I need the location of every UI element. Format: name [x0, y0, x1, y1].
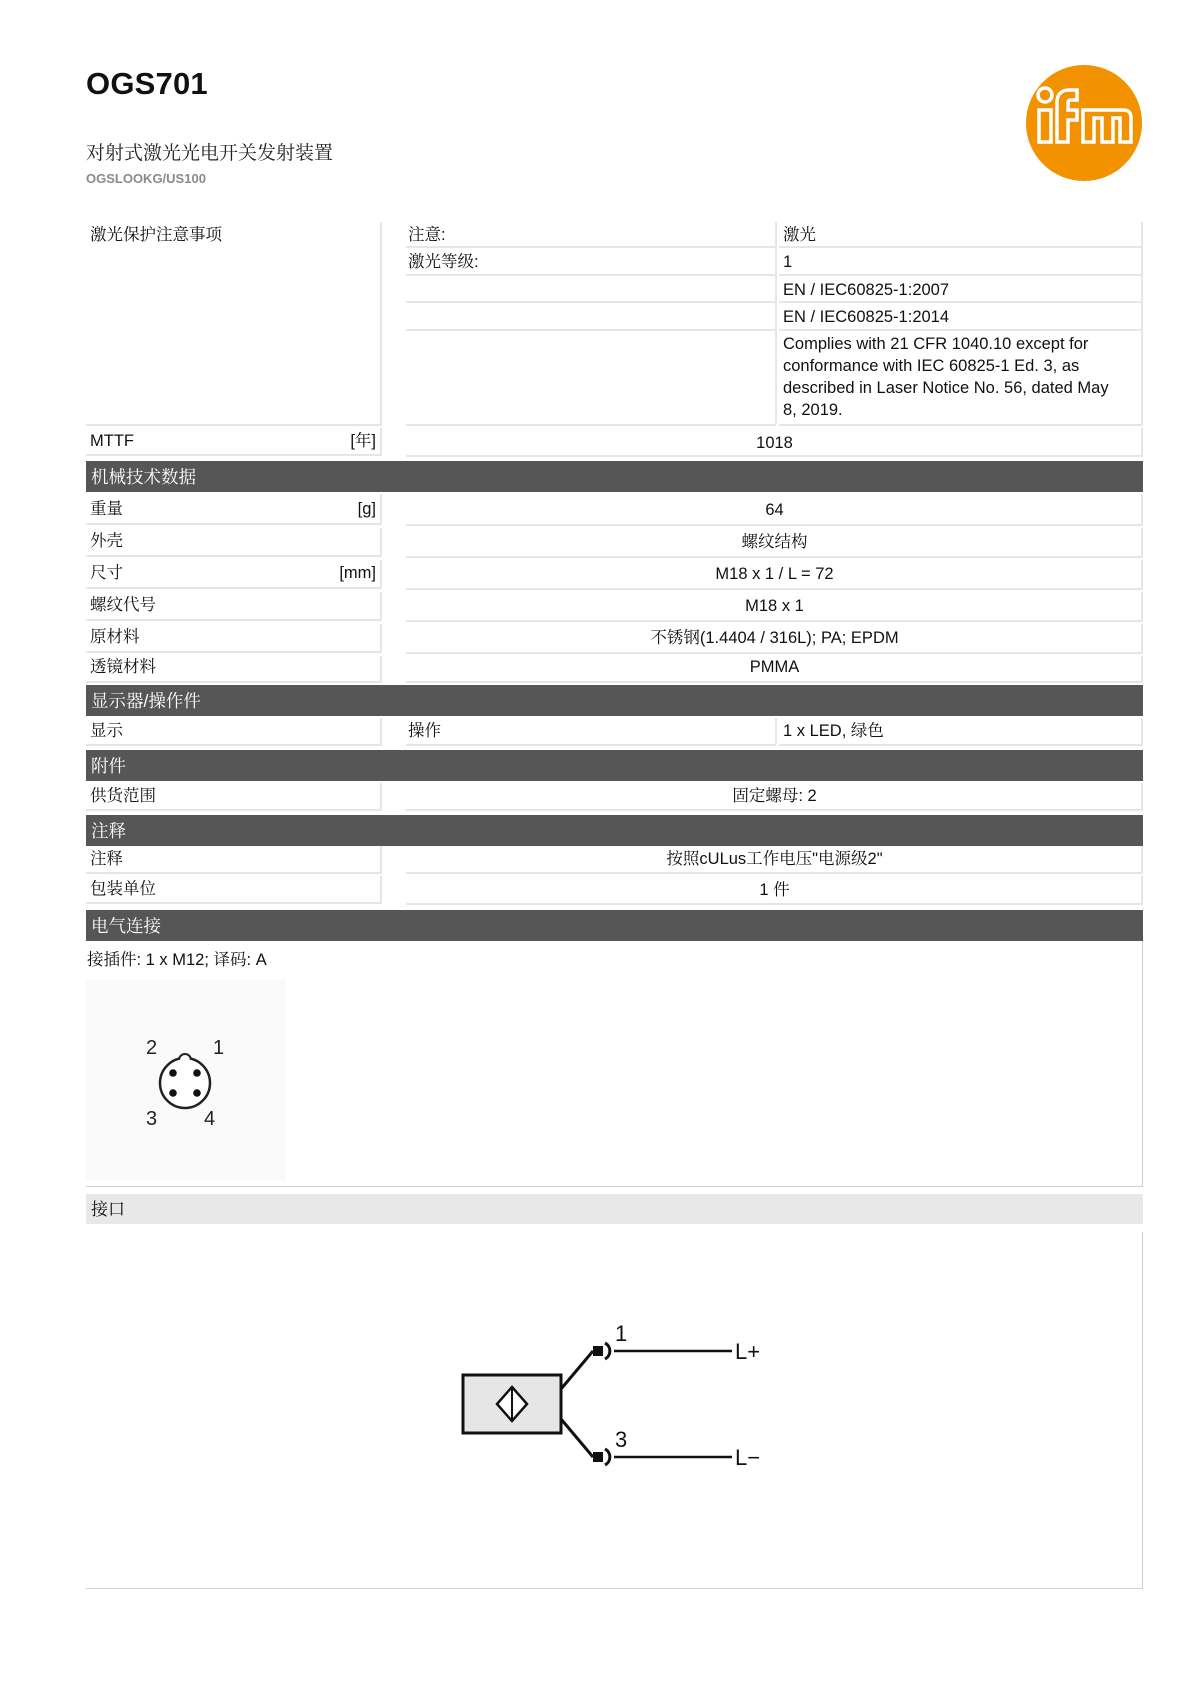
wiring-diagram: [455, 1315, 785, 1475]
thread-value: M18 x 1: [745, 597, 804, 615]
remark-label: 注释: [90, 850, 123, 868]
section-remarks: 注释: [86, 815, 1143, 846]
delivery-label: 供货范围: [90, 787, 156, 805]
pin-1-label: 1: [213, 1037, 225, 1059]
laser-value-2014: EN / IEC60825-1:2014: [783, 308, 950, 326]
dimension-value: M18 x 1 / L = 72: [715, 565, 834, 583]
laser-value-class: 1: [783, 253, 793, 271]
wire-pin-1: 1: [615, 1321, 628, 1346]
section-interface: 接口: [86, 1194, 1143, 1224]
label-l-minus: L−: [735, 1445, 761, 1470]
display-value: 1 x LED, 绿色: [783, 722, 884, 740]
display-label: 显示: [90, 722, 123, 740]
laser-label: 激光保护注意事项: [90, 226, 222, 244]
remark-value: 按照cULus工作电压"电源级2": [666, 850, 883, 868]
section-display: 显示器/操作件: [86, 685, 1143, 716]
material-value: 不锈钢(1.4404 / 316L); PA; EPDM: [650, 629, 899, 647]
package-value: 1 件: [759, 881, 790, 899]
mttf-label: MTTF [年]: [90, 432, 376, 450]
package-label: 包装单位: [90, 880, 156, 898]
laser-value-note: 激光: [783, 226, 816, 244]
pin-4-label: 4: [204, 1108, 216, 1130]
product-subtitle: 对射式激光光电开关发射装置: [86, 143, 334, 164]
section-mechanical: 机械技术数据: [86, 461, 1143, 492]
product-code: OGSLOOKG/US100: [86, 171, 206, 186]
housing-label: 外壳: [90, 532, 123, 550]
laser-key-class: 激光等级:: [408, 253, 479, 271]
delivery-value: 固定螺母: 2: [732, 787, 817, 805]
connector-pinout: [86, 980, 286, 1180]
display-key: 操作: [408, 722, 441, 740]
thread-label: 螺纹代号: [90, 596, 156, 614]
svg-text:ifm: ifm: [1084, 164, 1086, 165]
ifm-logo: [1025, 64, 1143, 182]
laser-value-cfr: Complies with 21 CFR 1040.10 except for conformance with IEC 60825-1 Ed. 3, as described in Laser Notice No. 56, dated May 8, 2019.: [783, 335, 1109, 419]
lens-label: 透镜材料: [90, 658, 156, 676]
dimension-label: 尺寸 [mm]: [90, 564, 376, 582]
pin-2-label: 2: [146, 1037, 158, 1059]
weight-value: 64: [765, 501, 784, 519]
pin-3-label: 3: [146, 1108, 158, 1130]
laser-key-note: 注意:: [408, 226, 446, 244]
mttf-unit: [年]: [350, 432, 376, 450]
label-l-plus: L+: [735, 1339, 761, 1364]
product-title: OGS701: [86, 66, 208, 101]
section-accessories: 附件: [86, 750, 1143, 781]
mttf-value: 1018: [756, 434, 793, 452]
lens-value: PMMA: [749, 658, 800, 676]
material-label: 原材料: [90, 628, 140, 646]
laser-value-2007: EN / IEC60825-1:2007: [783, 281, 950, 299]
connector-spec: 接插件: 1 x M12; 译码: A: [87, 951, 267, 969]
weight-label: 重量 [g]: [90, 500, 376, 518]
wire-pin-3: 3: [615, 1427, 628, 1452]
housing-value: 螺纹结构: [741, 533, 808, 551]
section-electrical: 电气连接: [86, 910, 1143, 941]
